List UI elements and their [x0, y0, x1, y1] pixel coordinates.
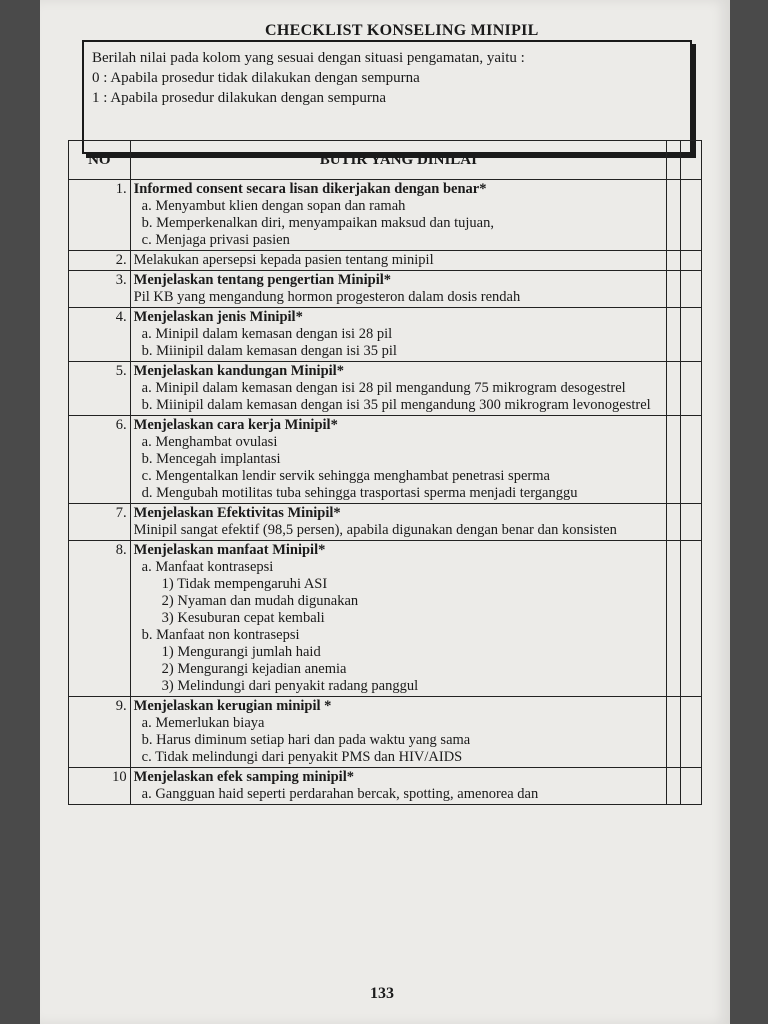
- table-row: [69, 362, 702, 416]
- table-row: [69, 271, 702, 308]
- row-number: 9.: [69, 697, 131, 768]
- item-paragraph: Minipil sangat efektif (98,5 persen), apabila digunakan dengan benar dan konsisten: [133, 522, 617, 538]
- item-line: c. Mengentalkan lendir servik sehingga menghambat penetrasi sperma: [141, 468, 550, 484]
- item-line: a. Gangguan haid seperti perdarahan bercak, spotting, amenorea dan: [141, 786, 539, 802]
- score-cell[interactable]: [667, 180, 681, 251]
- row-number: 4.: [69, 308, 131, 362]
- item-sub-line: 2) Nyaman dan mudah digunakan: [161, 593, 359, 609]
- item-text: Melakukan apersepsi kepada pasien tentang minipil: [133, 252, 434, 268]
- item-heading: Menjelaskan cara kerja Minipil*: [133, 417, 338, 433]
- checklist-body: [69, 180, 702, 805]
- column-header-no: NO: [69, 141, 131, 180]
- row-content: [130, 768, 666, 805]
- score-cell[interactable]: [681, 308, 702, 362]
- item-heading: Menjelaskan kandungan Minipil*: [133, 363, 344, 379]
- score-cell[interactable]: [681, 271, 702, 308]
- table-row: [69, 697, 702, 768]
- item-group-label: b. Manfaat non kontrasepsi: [141, 627, 300, 643]
- item-group-label: a. Manfaat kontrasepsi: [141, 559, 274, 575]
- score-cell[interactable]: [667, 504, 681, 541]
- row-number: 3.: [69, 271, 131, 308]
- item-line: a. Menghambat ovulasi: [141, 434, 278, 450]
- score-cell[interactable]: [667, 541, 681, 697]
- item-line: b. Mencegah implantasi: [141, 451, 281, 467]
- row-number: 10: [69, 768, 131, 805]
- item-line: b. Memperkenalkan diri, menyampaikan maksud dan tujuan,: [141, 215, 494, 231]
- table-row: [69, 251, 702, 271]
- score-cell[interactable]: [667, 308, 681, 362]
- score-cell[interactable]: [681, 768, 702, 805]
- row-number: 2.: [69, 251, 131, 271]
- score-cell[interactable]: [681, 180, 702, 251]
- row-number: 5.: [69, 362, 131, 416]
- item-heading: Menjelaskan manfaat Minipil*: [133, 542, 326, 558]
- row-content: [130, 697, 666, 768]
- item-line: b. Harus diminum setiap hari dan pada waktu yang sama: [141, 732, 471, 748]
- page-title: CHECKLIST KONSELING MINIPIL: [265, 22, 539, 39]
- row-number: 6.: [69, 416, 131, 504]
- score-cell[interactable]: [667, 251, 681, 271]
- instruction-line: 0 : Apabila prosedur tidak dilakukan dengan sempurna: [92, 70, 420, 86]
- item-sub-line: 1) Tidak mempengaruhi ASI: [161, 576, 328, 592]
- row-content: [130, 541, 666, 697]
- row-number: 7.: [69, 504, 131, 541]
- score-cell[interactable]: [681, 504, 702, 541]
- item-line: c. Tidak melindungi dari penyakit PMS dan HIV/AIDS: [141, 749, 463, 765]
- row-content: [130, 504, 666, 541]
- row-content: [130, 271, 666, 308]
- score-cell[interactable]: [667, 768, 681, 805]
- item-line: b. Miinipil dalam kemasan dengan isi 35 pil mengandung 300 mikrogram levonogestrel: [141, 397, 651, 413]
- item-sub-line: 3) Kesuburan cepat kembali: [161, 610, 325, 626]
- row-content: [130, 180, 666, 251]
- score-cell[interactable]: [681, 362, 702, 416]
- table-row: [69, 308, 702, 362]
- table-row: [69, 768, 702, 805]
- score-cell[interactable]: [667, 271, 681, 308]
- score-cell[interactable]: [681, 251, 702, 271]
- item-line: a. Minipil dalam kemasan dengan isi 28 pil mengandung 75 mikrogram desogestrel: [141, 380, 626, 396]
- item-line: b. Miinipil dalam kemasan dengan isi 35 pil: [141, 343, 397, 359]
- item-heading: Menjelaskan jenis Minipil*: [133, 309, 303, 325]
- item-heading: Menjelaskan kerugian minipil *: [133, 698, 332, 714]
- score-cell[interactable]: [681, 541, 702, 697]
- score-cell[interactable]: [667, 697, 681, 768]
- item-sub-line: 3) Melindungi dari penyakit radang panggul: [161, 678, 419, 694]
- row-content: [130, 362, 666, 416]
- row-content: [130, 251, 666, 271]
- instruction-line: Berilah nilai pada kolom yang sesuai dengan situasi pengamatan, yaitu :: [92, 50, 525, 66]
- item-line: Pil KB yang mengandung hormon progesteron dalam dosis rendah: [133, 289, 521, 305]
- item-heading: Menjelaskan Efektivitas Minipil*: [133, 505, 341, 521]
- row-number: 1.: [69, 180, 131, 251]
- page-number: 133: [370, 985, 394, 1002]
- instructions-box: [82, 40, 692, 154]
- row-content: [130, 308, 666, 362]
- item-heading: Menjelaskan tentang pengertian Minipil*: [133, 272, 392, 288]
- item-line: d. Mengubah motilitas tuba sehingga trasportasi sperma menjadi terganggu: [141, 485, 578, 501]
- column-header-item: BUTIR YANG DINILAI: [130, 141, 666, 180]
- score-cell[interactable]: [681, 416, 702, 504]
- item-line: a. Menyambut klien dengan sopan dan ramah: [141, 198, 406, 214]
- table-row: [69, 504, 702, 541]
- item-heading: Menjelaskan efek samping minipil*: [133, 769, 354, 785]
- table-row: [69, 416, 702, 504]
- score-cell[interactable]: [667, 416, 681, 504]
- item-line: c. Menjaga privasi pasien: [141, 232, 290, 248]
- table-row: [69, 180, 702, 251]
- score-cell[interactable]: [667, 362, 681, 416]
- instruction-line: 1 : Apabila prosedur dilakukan dengan sempurna: [92, 90, 387, 106]
- table-row: [69, 541, 702, 697]
- item-heading: Informed consent secara lisan dikerjakan dengan benar*: [133, 181, 487, 197]
- item-sub-line: 1) Mengurangi jumlah haid: [161, 644, 321, 660]
- score-cell[interactable]: [681, 697, 702, 768]
- row-number: 8.: [69, 541, 131, 697]
- item-sub-line: 2) Mengurangi kejadian anemia: [161, 661, 347, 677]
- item-line: a. Memerlukan biaya: [141, 715, 265, 731]
- item-line: a. Minipil dalam kemasan dengan isi 28 pil: [141, 326, 393, 342]
- checklist-table: [68, 140, 702, 805]
- score-cell[interactable]: [667, 141, 681, 180]
- row-content: [130, 416, 666, 504]
- score-cell[interactable]: [681, 141, 702, 180]
